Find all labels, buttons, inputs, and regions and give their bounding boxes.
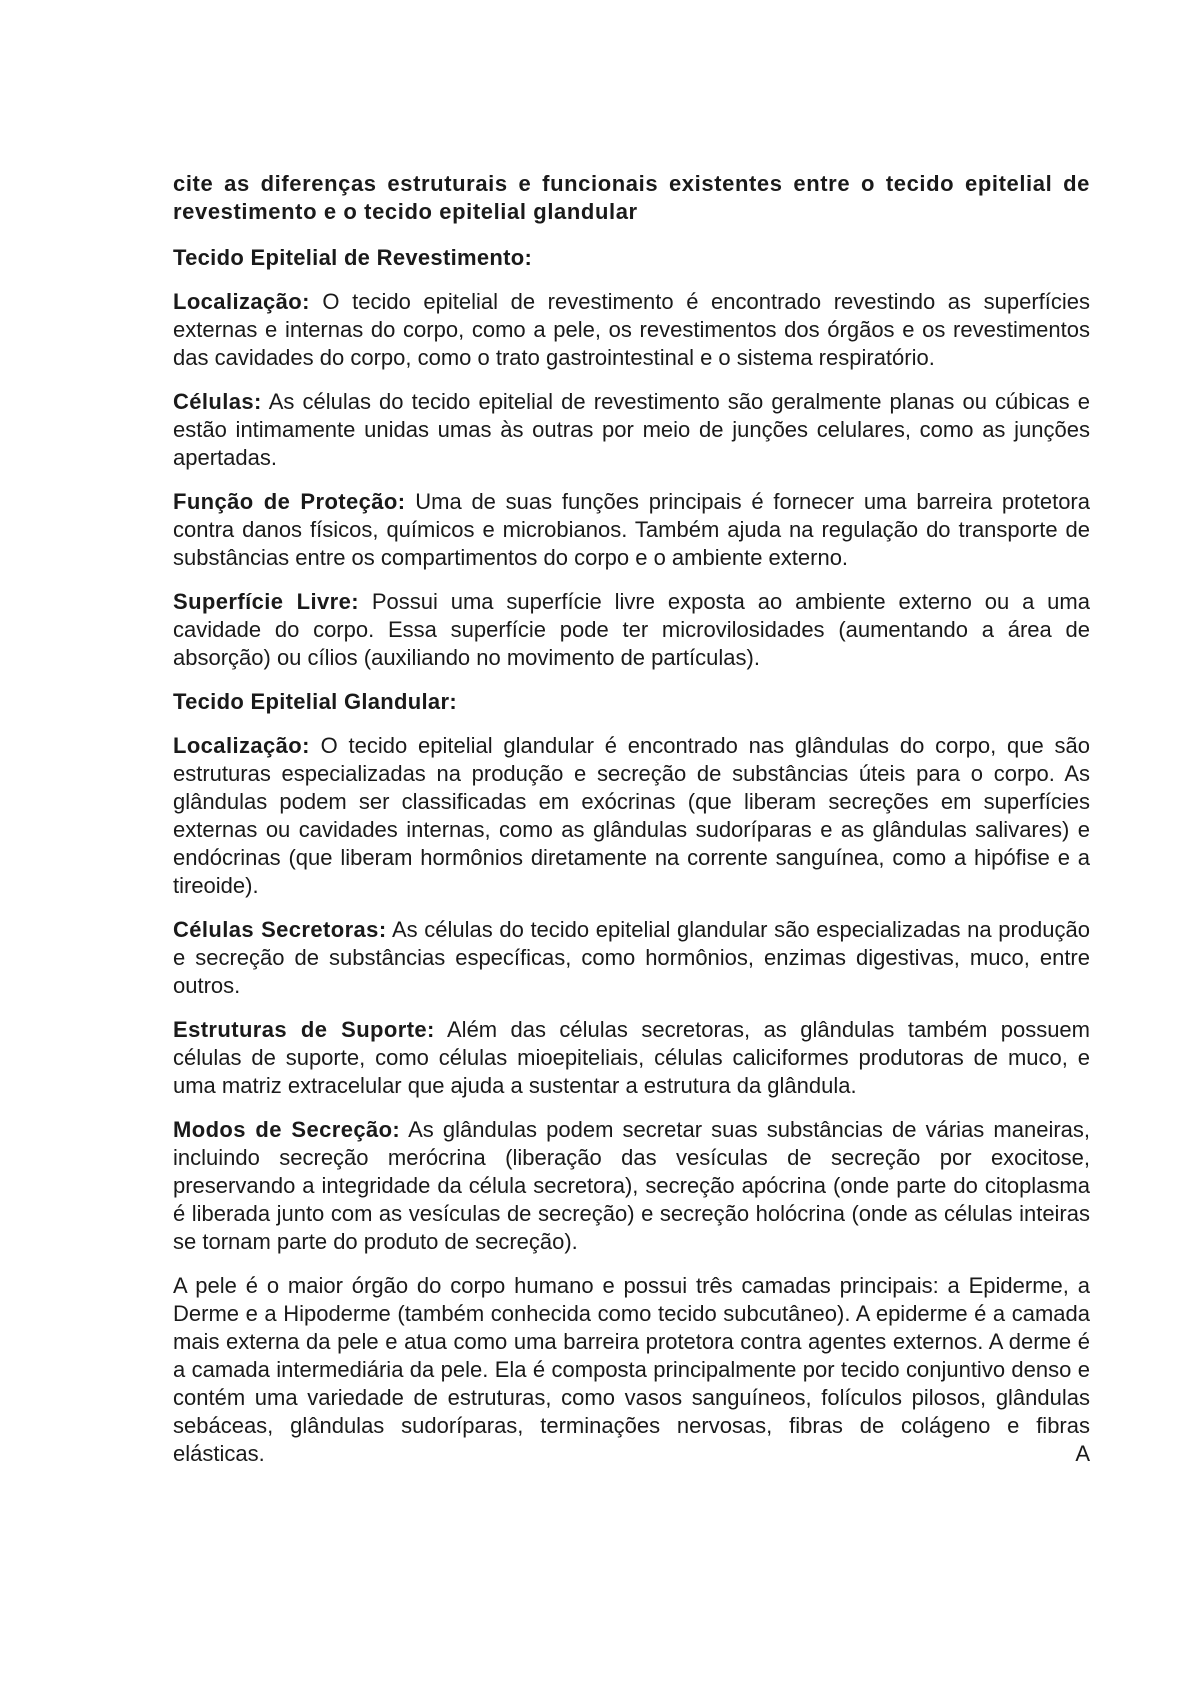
term-description: O tecido epitelial de revestimento é encontrado revestindo as superfícies externas e internas do corpo, como a pele, os revestimentos dos órgãos e os revestimentos das cavidades do corpo, como o trato gastrointestinal e o sistema respiratório. — [173, 289, 1090, 370]
paragraph-revestimento-superficie — [173, 588, 1090, 672]
paragraph-revestimento-localizacao — [173, 288, 1090, 372]
term-description: As células do tecido epitelial de revestimento são geralmente planas ou cúbicas e estão intimamente unidas umas às outras por meio de junções celulares, como as junções apertadas. — [173, 389, 1090, 470]
term-label: Localização: — [173, 289, 310, 314]
term-description: Além das células secretoras, as glândulas também possuem células de suporte, como células mioepiteliais, células caliciformes produtoras de muco, e uma matriz extracelular que ajuda a sustentar a estrutura da glândula. — [173, 1017, 1090, 1098]
term-label: Função de Proteção: — [173, 489, 406, 514]
term-description: As células do tecido epitelial glandular são especializadas na produção e secreção de substâncias específicas, como hormônios, enzimas digestivas, muco, entre outros. — [173, 917, 1090, 998]
term-label: Células: — [173, 389, 262, 414]
term-label: Células Secretoras: — [173, 917, 387, 942]
paragraph-revestimento-protecao — [173, 488, 1090, 572]
paragraph-glandular-modos-secrecao — [173, 1116, 1090, 1256]
paragraph-glandular-estruturas-suporte — [173, 1016, 1090, 1100]
term-label: Superfície Livre: — [173, 589, 359, 614]
paragraph-glandular-celulas-secretoras — [173, 916, 1090, 1000]
section-heading-glandular: Tecido Epitelial Glandular: — [173, 689, 457, 714]
question-title: cite as diferenças estruturais e funcionais existentes entre o tecido epitelial de revestimento e o tecido epitelial glandular — [173, 171, 1090, 224]
term-label: Estruturas de Suporte: — [173, 1017, 435, 1042]
paragraph-pele: A pele é o maior órgão do corpo humano e possui três camadas principais: a Epiderme, a Derme e a Hipoderme (também conhecida como tecido subcutâneo). A epiderme é a camada mais externa da pele e atua como uma barreira protetora contra agentes externos. A derme é a camada intermediária da pele. Ela é composta principalmente por tecido conjuntivo denso e contém uma variedade de estruturas, como vasos sanguíneos, folículos pilosos, glândulas sebáceas, glândulas sudoríparas, terminações nervosas, fibras de colágeno e fibras elásticas. A — [173, 1273, 1090, 1466]
paragraph-glandular-localizacao — [173, 732, 1090, 900]
term-description: O tecido epitelial glandular é encontrado nas glândulas do corpo, que são estruturas especializadas na produção e secreção de substâncias úteis para o corpo. As glândulas podem ser classificadas em exócrinas (que liberam secreções em superfícies externas ou cavidades internas, como as glândulas sudoríparas e as glândulas salivares) e endócrinas (que liberam hormônios diretamente na corrente sanguínea, como a hipófise e a tireoide). — [173, 733, 1090, 898]
term-label: Modos de Secreção: — [173, 1117, 401, 1142]
paragraph-revestimento-celulas — [173, 388, 1090, 472]
term-description: Uma de suas funções principais é fornecer uma barreira protetora contra danos físicos, químicos e microbianos. Também ajuda na regulação do transporte de substâncias entre os compartimentos do corpo e o ambiente externo. — [173, 489, 1090, 570]
term-description: Possui uma superfície livre exposta ao ambiente externo ou a uma cavidade do corpo. Essa superfície pode ter microvilosidades (aumentando a área de absorção) ou cílios (auxiliando no movimento de partículas). — [173, 589, 1090, 670]
term-description: As glândulas podem secretar suas substâncias de várias maneiras, incluindo secreção merócrina (liberação das vesículas de secreção por exocitose, preservando a integridade da célula secretora), secreção apócrina (onde parte do citoplasma é liberada junto com as vesículas de secreção) e secreção holócrina (onde as células inteiras se tornam parte do produto de secreção). — [173, 1117, 1091, 1254]
section-heading-revestimento: Tecido Epitelial de Revestimento: — [173, 245, 533, 270]
term-label: Localização: — [173, 733, 310, 758]
document-body — [173, 170, 1090, 1468]
